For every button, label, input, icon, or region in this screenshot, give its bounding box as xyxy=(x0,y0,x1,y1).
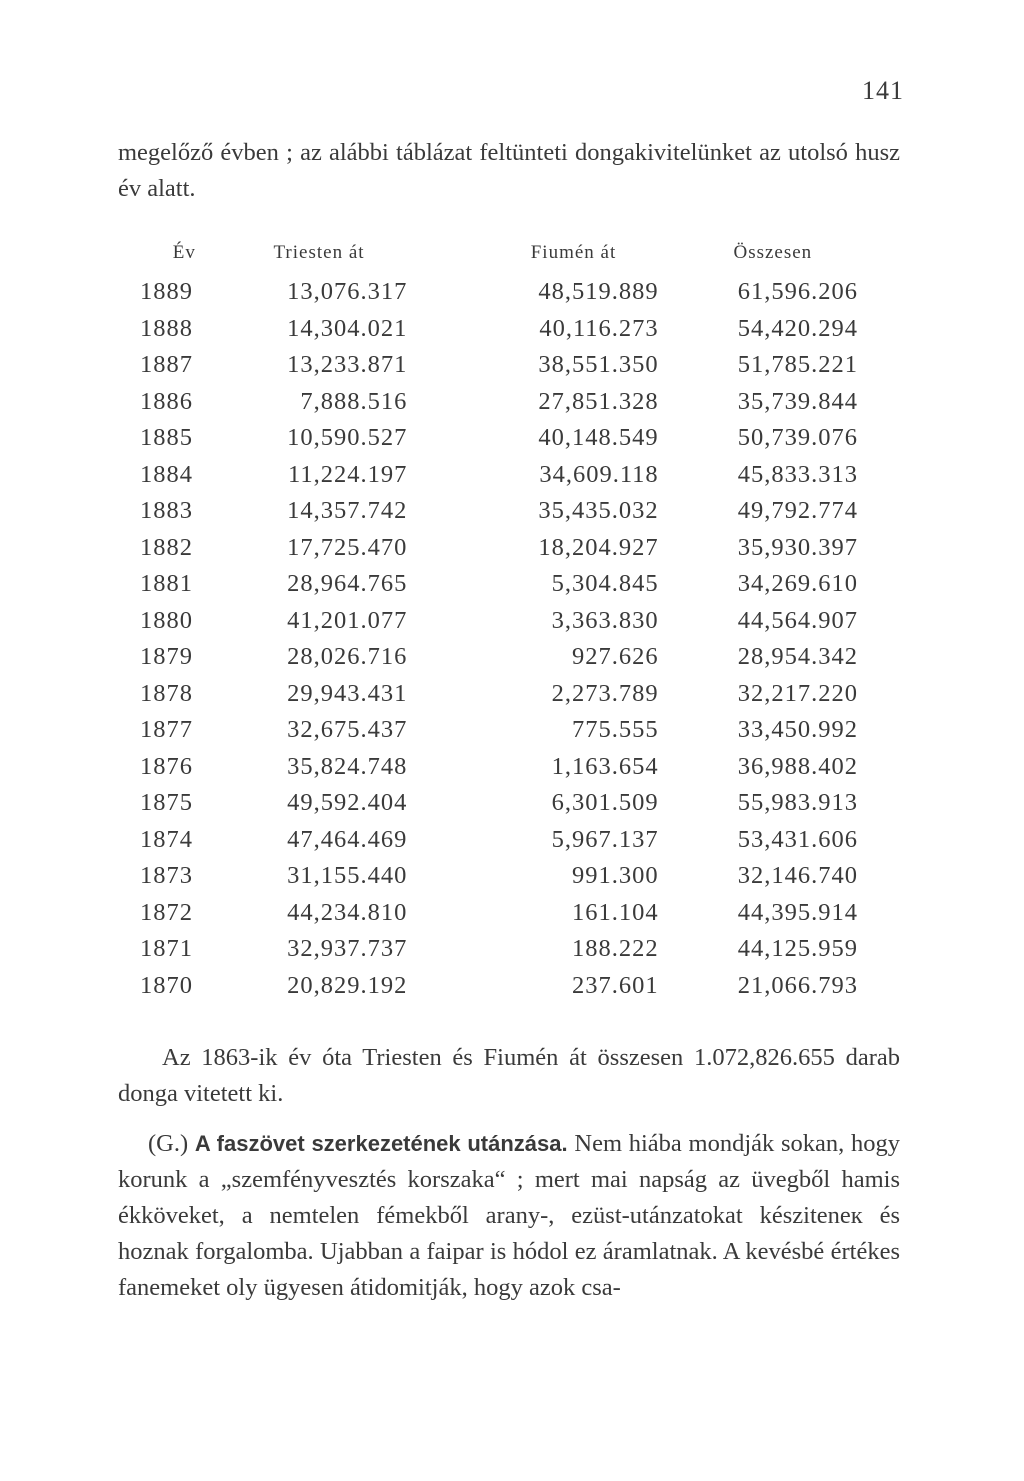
cell-year: 1886 xyxy=(140,387,193,415)
cell-year: 1882 xyxy=(140,533,193,561)
cell-total: 61,596.206 xyxy=(737,278,858,306)
cell-total: 44,395.914 xyxy=(737,898,858,926)
cell-trieste: 41,201.077 xyxy=(287,606,408,634)
cell-fiume: 6,301.509 xyxy=(551,789,659,817)
page-number: 141 xyxy=(862,76,904,105)
table-body xyxy=(118,274,900,1004)
header-year: Év xyxy=(172,242,196,263)
cell-total: 32,146.740 xyxy=(737,862,858,890)
cell-year: 1872 xyxy=(140,898,193,926)
table-row xyxy=(118,274,900,311)
cell-year: 1888 xyxy=(140,314,193,342)
cell-total: 45,833.313 xyxy=(737,460,858,488)
cell-year: 1879 xyxy=(140,643,193,671)
cell-fiume: 34,609.118 xyxy=(539,460,659,488)
cell-total: 44,125.959 xyxy=(737,935,858,963)
section-marker: (G.) xyxy=(148,1130,189,1157)
cell-fiume: 3,363.830 xyxy=(551,606,659,634)
intro-paragraph: megelőző évben ; az alábbi táblázat feltünteti dongakivitelünket az utolsó husz év alatt. xyxy=(118,139,900,202)
table-row xyxy=(118,311,900,348)
cell-trieste: 32,675.437 xyxy=(287,716,408,744)
cell-trieste: 17,725.470 xyxy=(287,533,408,561)
cell-year: 1875 xyxy=(140,789,193,817)
table-row xyxy=(118,493,900,530)
cell-trieste: 13,233.871 xyxy=(287,351,408,379)
cell-total: 50,739.076 xyxy=(737,424,858,452)
cell-year: 1880 xyxy=(140,606,193,634)
table-row xyxy=(118,749,900,786)
cell-year: 1873 xyxy=(140,862,193,890)
table-row xyxy=(118,858,900,895)
cell-trieste: 10,590.527 xyxy=(287,424,408,452)
cell-total: 33,450.992 xyxy=(737,716,858,744)
table-header-row xyxy=(118,232,900,274)
cell-total: 53,431.606 xyxy=(737,825,858,853)
cell-trieste: 14,304.021 xyxy=(287,314,408,342)
cell-year: 1885 xyxy=(140,424,193,452)
cell-fiume: 1,163.654 xyxy=(551,752,659,780)
cell-fiume: 40,116.273 xyxy=(539,314,659,342)
cell-total: 44,564.907 xyxy=(737,606,858,634)
table-row xyxy=(118,785,900,822)
cell-year: 1881 xyxy=(140,570,193,598)
cell-fiume: 40,148.549 xyxy=(538,424,659,452)
cell-total: 28,954.342 xyxy=(737,643,858,671)
table-row xyxy=(118,347,900,384)
cell-trieste: 28,026.716 xyxy=(287,643,408,671)
cell-trieste: 44,234.810 xyxy=(287,898,408,926)
cell-fiume: 991.300 xyxy=(572,862,659,890)
cell-fiume: 237.601 xyxy=(572,971,659,999)
cell-total: 32,217.220 xyxy=(737,679,858,707)
cell-trieste: 35,824.748 xyxy=(287,752,408,780)
cell-fiume: 161.104 xyxy=(572,898,659,926)
table-row xyxy=(118,639,900,676)
cell-trieste: 13,076.317 xyxy=(287,278,408,306)
table-row xyxy=(118,822,900,859)
table-row xyxy=(118,603,900,640)
cell-trieste: 31,155.440 xyxy=(287,862,408,890)
header-fiume: Fiumén át xyxy=(530,242,617,263)
cell-fiume: 5,967.137 xyxy=(551,825,659,853)
table-row xyxy=(118,384,900,421)
table-row xyxy=(118,530,900,567)
cell-trieste: 28,964.765 xyxy=(287,570,408,598)
summary-paragraph: Az 1863-ik év óta Triesten és Fiumén át összesen 1.072,826.655 darab donga vitetett ki. xyxy=(118,1044,900,1107)
cell-total: 34,269.610 xyxy=(737,570,858,598)
cell-total: 35,930.397 xyxy=(737,533,858,561)
cell-trieste: 29,943.431 xyxy=(287,679,408,707)
table-row xyxy=(118,931,900,968)
header-total: Összesen xyxy=(733,242,813,263)
cell-trieste: 49,592.404 xyxy=(287,789,408,817)
cell-year: 1874 xyxy=(140,825,193,853)
cell-fiume: 188.222 xyxy=(572,935,659,963)
section-title: A faszövet szerkezetének utánzása. xyxy=(194,1131,568,1156)
cell-fiume: 27,851.328 xyxy=(538,387,659,415)
table-row xyxy=(118,676,900,713)
cell-fiume: 927.626 xyxy=(572,643,659,671)
cell-year: 1877 xyxy=(140,716,193,744)
cell-fiume: 5,304.845 xyxy=(551,570,659,598)
cell-trieste: 7,888.516 xyxy=(300,387,408,415)
cell-trieste: 14,357.742 xyxy=(287,497,408,525)
cell-year: 1883 xyxy=(140,497,193,525)
cell-year: 1871 xyxy=(140,935,193,963)
cell-total: 21,066.793 xyxy=(737,971,858,999)
cell-total: 55,983.913 xyxy=(737,789,858,817)
cell-year: 1878 xyxy=(140,679,193,707)
cell-total: 51,785.221 xyxy=(737,351,858,379)
table-row xyxy=(118,712,900,749)
cell-year: 1887 xyxy=(140,351,193,379)
cell-trieste: 32,937.737 xyxy=(287,935,408,963)
table-row xyxy=(118,566,900,603)
table-row xyxy=(118,968,900,1005)
table-row xyxy=(118,420,900,457)
export-table xyxy=(118,232,900,1004)
table-row xyxy=(118,895,900,932)
cell-total: 54,420.294 xyxy=(737,314,858,342)
cell-trieste: 11,224.197 xyxy=(287,460,408,488)
cell-total: 49,792.774 xyxy=(737,497,858,525)
cell-year: 1870 xyxy=(140,971,193,999)
cell-trieste: 47,464.469 xyxy=(287,825,408,853)
cell-year: 1889 xyxy=(140,278,193,306)
cell-year: 1884 xyxy=(140,460,193,488)
cell-fiume: 2,273.789 xyxy=(551,679,659,707)
cell-total: 35,739.844 xyxy=(737,387,858,415)
table-row xyxy=(118,457,900,494)
cell-fiume: 38,551.350 xyxy=(538,351,659,379)
cell-fiume: 775.555 xyxy=(572,716,659,744)
section-body: Nem hiába mondják sokan, hogy korunk a „szemfényvesztés korszaka“ ; mert mai napság az üvegből hamis ékköveket, a nemtelen fémekből arany-, ezüst-utánzatokat késziteneк és hoznak forgalomba. Ujabban a faipar is hódol ez áramlatnak. A kevésbé értékes fanemeket oly ügyesen átidomitják, hogy azok csa- xyxy=(118,1130,901,1301)
header-trieste: Triesten át xyxy=(273,242,365,263)
cell-total: 36,988.402 xyxy=(737,752,858,780)
cell-year: 1876 xyxy=(140,752,193,780)
cell-fiume: 18,204.927 xyxy=(538,533,659,561)
section-paragraph xyxy=(118,1126,900,1306)
cell-fiume: 35,435.032 xyxy=(538,497,659,525)
cell-fiume: 48,519.889 xyxy=(538,278,659,306)
cell-trieste: 20,829.192 xyxy=(287,971,408,999)
